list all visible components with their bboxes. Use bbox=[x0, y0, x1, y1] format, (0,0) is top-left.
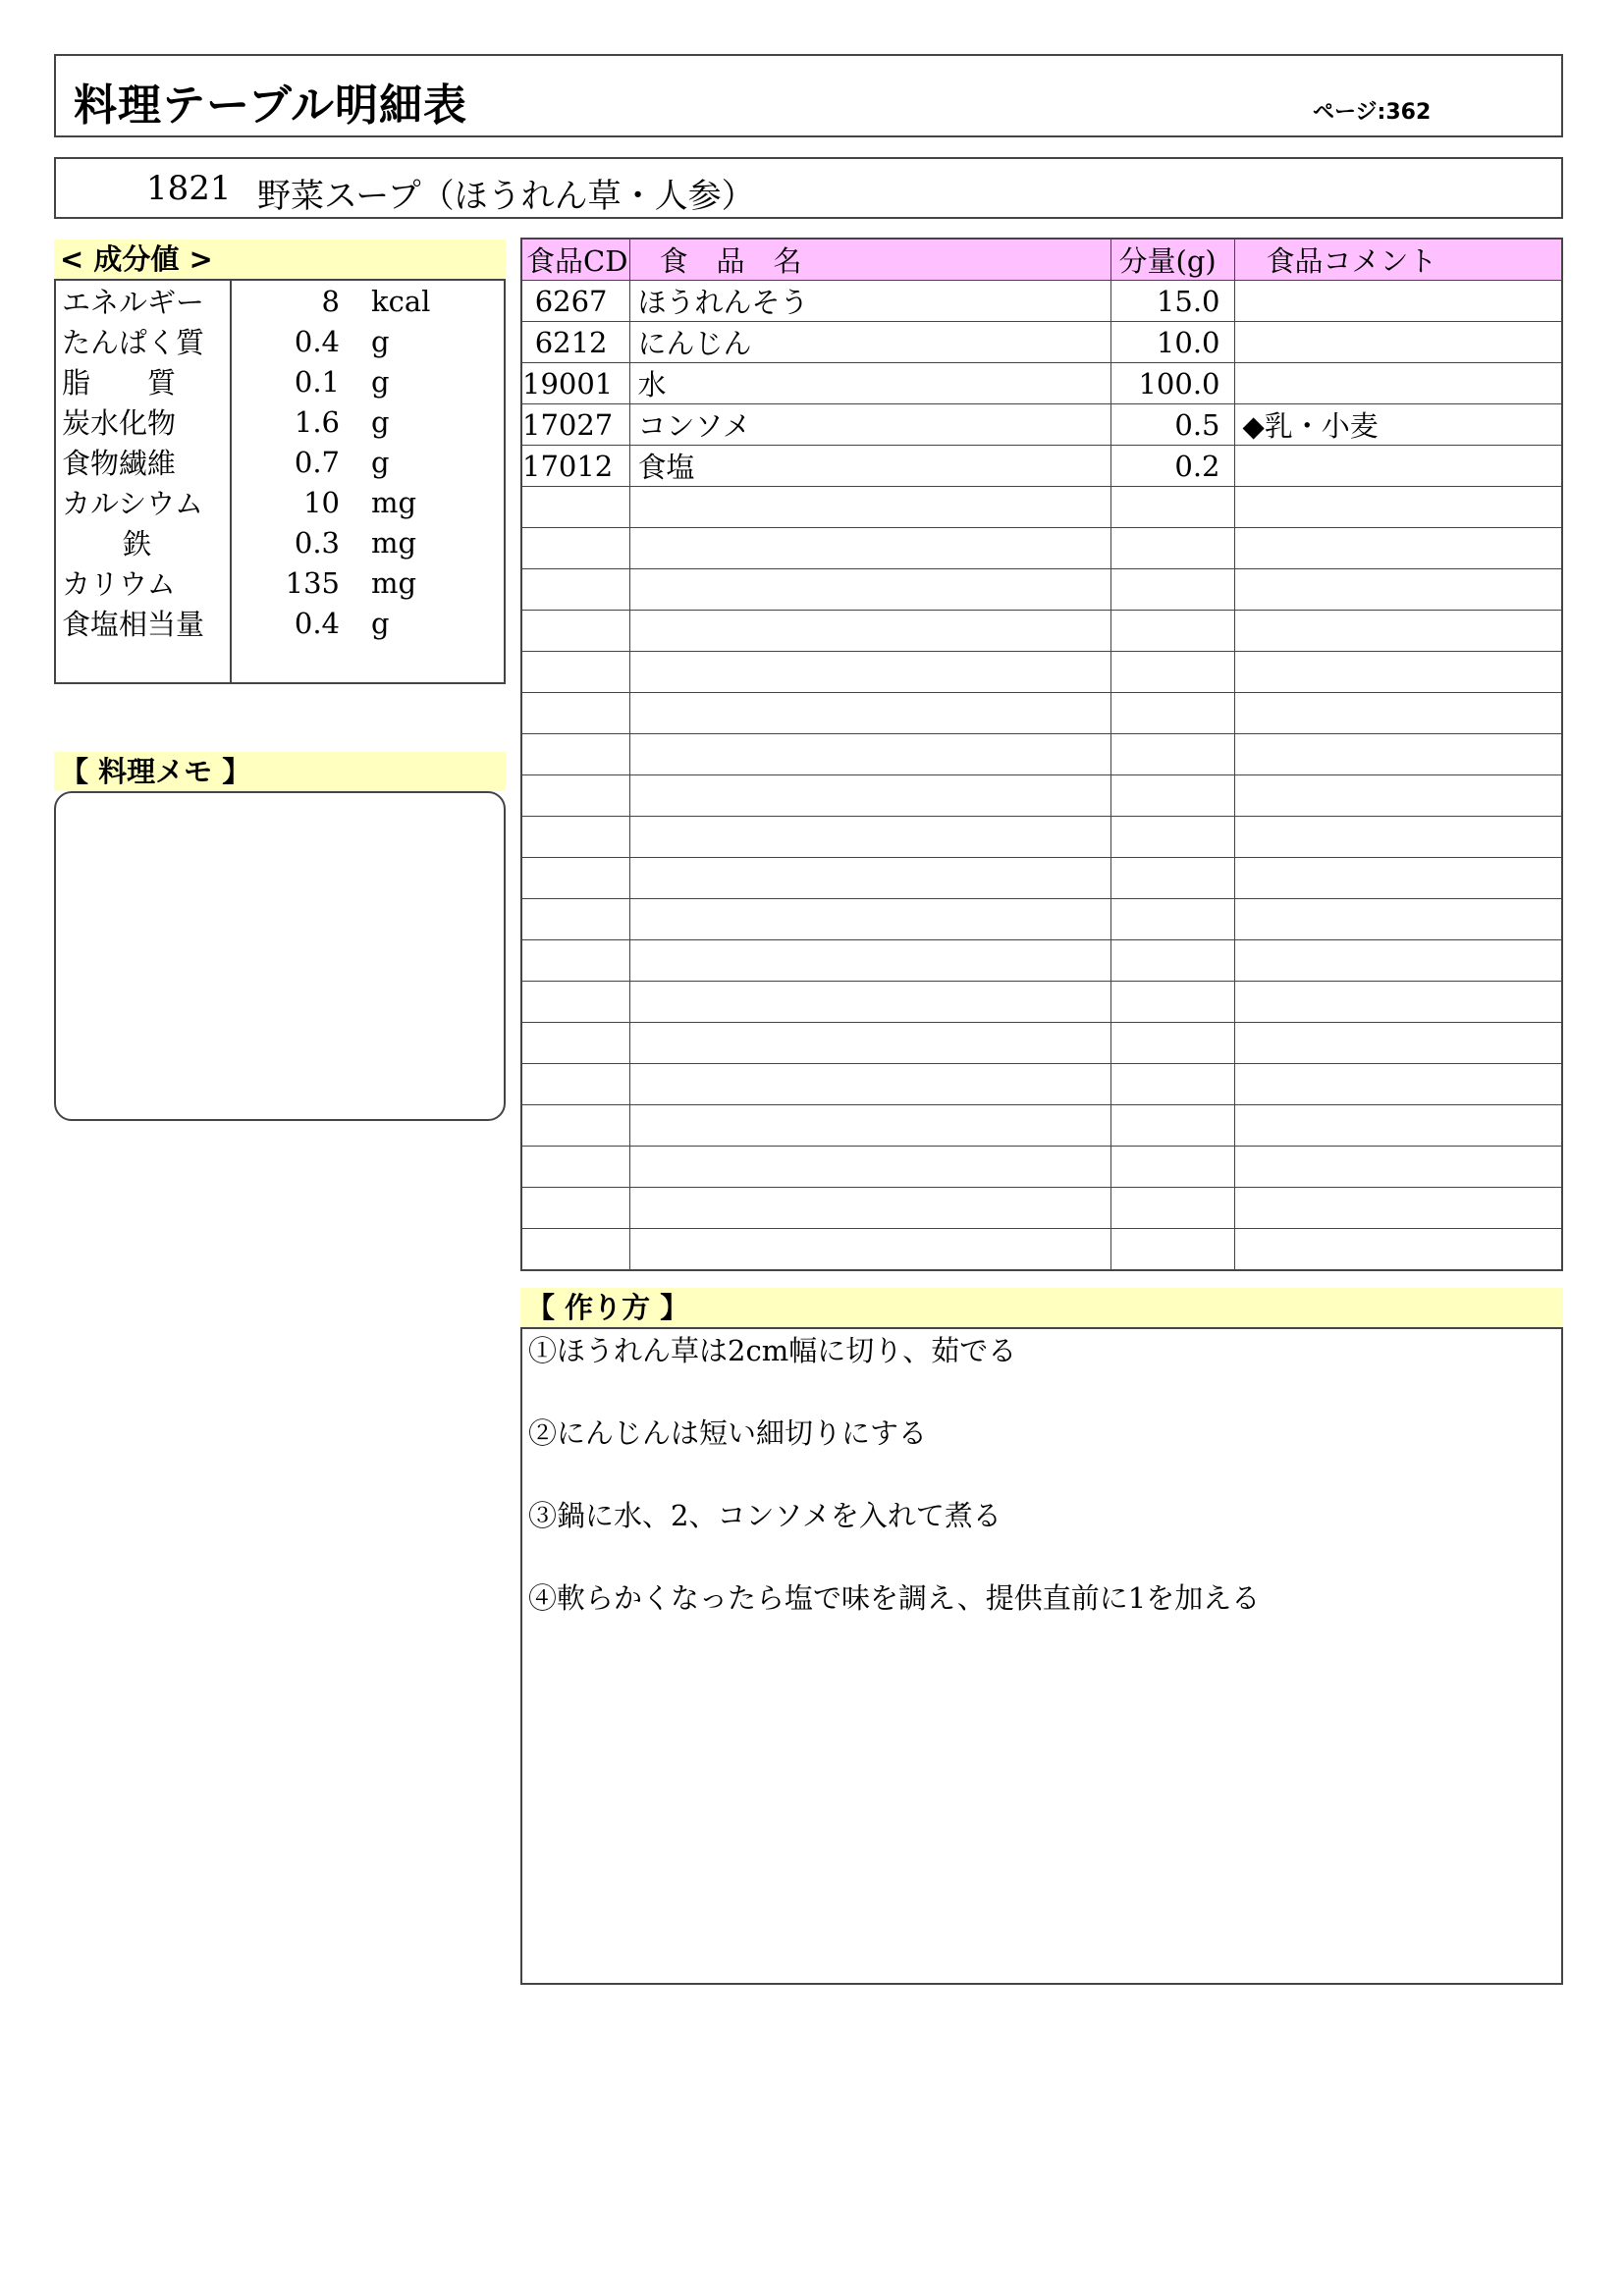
ingredients-table bbox=[520, 238, 1563, 1271]
nutrient-value: 0.7 bbox=[294, 445, 340, 479]
food-name-cell: 水 bbox=[629, 363, 1110, 404]
food-code-cell bbox=[521, 1147, 629, 1188]
nutrient-value: 0.4 bbox=[294, 324, 340, 358]
food-comment-cell bbox=[1234, 1229, 1562, 1271]
food-comment-cell bbox=[1234, 322, 1562, 363]
amount-cell bbox=[1110, 569, 1234, 611]
amount-cell: 15.0 bbox=[1110, 281, 1234, 322]
nutrient-unit: mg bbox=[371, 485, 417, 519]
nutrient-value: 10 bbox=[303, 485, 340, 519]
food-comment-cell bbox=[1234, 487, 1562, 528]
nutrient-label: 鉄 bbox=[55, 522, 231, 562]
nutrient-unit: kcal bbox=[371, 284, 431, 318]
amount-cell bbox=[1110, 734, 1234, 775]
food-name-cell bbox=[629, 693, 1110, 734]
amount-cell bbox=[1110, 1023, 1234, 1064]
food-comment-cell bbox=[1234, 569, 1562, 611]
food-code-cell bbox=[521, 1105, 629, 1147]
nutrition-table bbox=[54, 279, 506, 684]
step-item: ②にんじんは短い細切りにする bbox=[528, 1416, 928, 1450]
nutrient-unit: g bbox=[371, 324, 390, 358]
food-code-cell: 6267 bbox=[521, 281, 629, 322]
nutrition-row bbox=[55, 603, 505, 643]
food-comment-cell bbox=[1234, 982, 1562, 1023]
header-amount: 分量(g) bbox=[1110, 239, 1234, 281]
food-comment-cell bbox=[1234, 1105, 1562, 1147]
food-code-cell bbox=[521, 858, 629, 899]
amount-cell bbox=[1110, 982, 1234, 1023]
nutrient-label: カルシウム bbox=[55, 482, 231, 522]
amount-cell bbox=[1110, 1188, 1234, 1229]
food-comment-cell bbox=[1234, 446, 1562, 487]
nutrient-unit: g bbox=[371, 364, 390, 399]
page-number: ページ:362 bbox=[1313, 100, 1432, 125]
food-code-cell: 19001 bbox=[521, 363, 629, 404]
food-name-cell bbox=[629, 1188, 1110, 1229]
nutrition-spacer-row bbox=[55, 643, 505, 683]
steps-heading: 【 作り方 】 bbox=[520, 1288, 1563, 1327]
empty-ingredient-row bbox=[521, 858, 1562, 899]
food-comment-cell bbox=[1234, 1064, 1562, 1105]
food-name-cell: 食塩 bbox=[629, 446, 1110, 487]
food-code-cell bbox=[521, 899, 629, 940]
food-comment-cell bbox=[1234, 858, 1562, 899]
amount-cell bbox=[1110, 528, 1234, 569]
food-comment-cell bbox=[1234, 1147, 1562, 1188]
nutrient-value: 135 bbox=[285, 565, 340, 600]
empty-ingredient-row bbox=[521, 1188, 1562, 1229]
nutrition-row bbox=[55, 321, 505, 361]
food-name-cell bbox=[629, 569, 1110, 611]
food-name-cell: コンソメ bbox=[629, 404, 1110, 446]
empty-ingredient-row bbox=[521, 487, 1562, 528]
amount-cell bbox=[1110, 858, 1234, 899]
amount-cell bbox=[1110, 611, 1234, 652]
empty-ingredient-row bbox=[521, 611, 1562, 652]
empty-ingredient-row bbox=[521, 569, 1562, 611]
empty-ingredient-row bbox=[521, 1147, 1562, 1188]
header-food-code: 食品CD bbox=[521, 239, 629, 281]
recipe-title-bar bbox=[54, 157, 1563, 219]
food-comment-cell bbox=[1234, 734, 1562, 775]
food-code-cell bbox=[521, 1064, 629, 1105]
nutrient-value: 1.6 bbox=[294, 404, 340, 439]
steps-area bbox=[520, 1327, 1563, 1985]
food-name-cell bbox=[629, 858, 1110, 899]
nutrient-label: 脂 質 bbox=[55, 361, 231, 401]
ingredient-row bbox=[521, 446, 1562, 487]
food-name-cell bbox=[629, 1147, 1110, 1188]
document-title: 料理テーブル明細表 bbox=[74, 80, 468, 131]
food-name-cell bbox=[629, 611, 1110, 652]
food-comment-cell bbox=[1234, 817, 1562, 858]
ingredient-row bbox=[521, 363, 1562, 404]
nutrient-unit: mg bbox=[371, 525, 417, 560]
amount-cell bbox=[1110, 487, 1234, 528]
header-food-comment: 食品コメント bbox=[1234, 239, 1562, 281]
memo-area bbox=[54, 791, 506, 1121]
step-item: ④軟らかくなったら塩で味を調え、提供直前に1を加える bbox=[528, 1581, 1261, 1615]
food-comment-cell bbox=[1234, 528, 1562, 569]
food-comment-cell bbox=[1234, 1188, 1562, 1229]
amount-cell bbox=[1110, 652, 1234, 693]
step-item: ①ほうれん草は2cm幅に切り、茹でる bbox=[528, 1334, 1017, 1367]
food-name-cell bbox=[629, 1105, 1110, 1147]
empty-ingredient-row bbox=[521, 693, 1562, 734]
nutrient-label: エネルギー bbox=[55, 280, 231, 321]
empty-ingredient-row bbox=[521, 940, 1562, 982]
food-code-cell bbox=[521, 940, 629, 982]
food-name-cell bbox=[629, 940, 1110, 982]
food-comment-cell bbox=[1234, 940, 1562, 982]
food-name-cell bbox=[629, 775, 1110, 817]
empty-ingredient-row bbox=[521, 528, 1562, 569]
food-code-cell bbox=[521, 1188, 629, 1229]
nutrition-row bbox=[55, 522, 505, 562]
empty-ingredient-row bbox=[521, 652, 1562, 693]
amount-cell bbox=[1110, 1105, 1234, 1147]
amount-cell bbox=[1110, 1147, 1234, 1188]
food-code-cell bbox=[521, 1229, 629, 1271]
empty-cell bbox=[350, 643, 505, 683]
report-header bbox=[54, 54, 1563, 137]
food-name-cell: にんじん bbox=[629, 322, 1110, 363]
ingredients-header-row bbox=[521, 239, 1562, 281]
nutrition-row bbox=[55, 280, 505, 321]
nutrient-label: 食塩相当量 bbox=[55, 603, 231, 643]
nutrient-value: 8 bbox=[321, 284, 340, 318]
nutrient-label: カリウム bbox=[55, 562, 231, 603]
food-code-cell: 17012 bbox=[521, 446, 629, 487]
recipe-name: 野菜スープ（ほうれん草・人参） bbox=[257, 177, 755, 216]
nutrition-row bbox=[55, 482, 505, 522]
ingredient-row bbox=[521, 322, 1562, 363]
food-comment-cell bbox=[1234, 652, 1562, 693]
nutrient-value: 0.4 bbox=[294, 606, 340, 640]
empty-cell bbox=[231, 643, 350, 683]
food-comment-cell: ◆乳・小麦 bbox=[1234, 404, 1562, 446]
empty-cell bbox=[55, 643, 231, 683]
food-code-cell bbox=[521, 817, 629, 858]
header-food-name: 食 品 名 bbox=[629, 239, 1110, 281]
food-code-cell bbox=[521, 734, 629, 775]
food-comment-cell bbox=[1234, 693, 1562, 734]
food-code-cell bbox=[521, 528, 629, 569]
food-code-cell: 17027 bbox=[521, 404, 629, 446]
food-name-cell bbox=[629, 528, 1110, 569]
empty-ingredient-row bbox=[521, 817, 1562, 858]
food-name-cell bbox=[629, 1023, 1110, 1064]
nutrient-label: たんぱく質 bbox=[55, 321, 231, 361]
food-code-cell bbox=[521, 652, 629, 693]
nutrient-unit: g bbox=[371, 445, 390, 479]
nutrient-label: 食物繊維 bbox=[55, 442, 231, 482]
food-name-cell bbox=[629, 982, 1110, 1023]
nutrient-label: 炭水化物 bbox=[55, 401, 231, 442]
amount-cell bbox=[1110, 899, 1234, 940]
amount-cell bbox=[1110, 817, 1234, 858]
empty-ingredient-row bbox=[521, 982, 1562, 1023]
nutrition-row bbox=[55, 401, 505, 442]
food-code-cell bbox=[521, 487, 629, 528]
food-name-cell bbox=[629, 487, 1110, 528]
amount-cell bbox=[1110, 775, 1234, 817]
food-name-cell: ほうれんそう bbox=[629, 281, 1110, 322]
empty-ingredient-row bbox=[521, 734, 1562, 775]
food-name-cell bbox=[629, 1064, 1110, 1105]
food-comment-cell bbox=[1234, 281, 1562, 322]
food-code-cell bbox=[521, 569, 629, 611]
empty-ingredient-row bbox=[521, 899, 1562, 940]
food-name-cell bbox=[629, 652, 1110, 693]
nutrition-heading: < 成分値 > bbox=[54, 240, 506, 279]
nutrition-row bbox=[55, 442, 505, 482]
food-comment-cell bbox=[1234, 775, 1562, 817]
food-code-cell bbox=[521, 775, 629, 817]
nutrition-row bbox=[55, 562, 505, 603]
empty-ingredient-row bbox=[521, 1064, 1562, 1105]
empty-ingredient-row bbox=[521, 1023, 1562, 1064]
recipe-code: 1821 bbox=[146, 169, 232, 208]
food-name-cell bbox=[629, 817, 1110, 858]
food-code-cell bbox=[521, 1023, 629, 1064]
food-comment-cell bbox=[1234, 611, 1562, 652]
food-comment-cell bbox=[1234, 363, 1562, 404]
memo-heading: 【 料理メモ 】 bbox=[54, 752, 506, 791]
ingredient-row bbox=[521, 281, 1562, 322]
nutrient-unit: mg bbox=[371, 565, 417, 600]
food-code-cell bbox=[521, 611, 629, 652]
nutrient-unit: g bbox=[371, 404, 390, 439]
amount-cell: 10.0 bbox=[1110, 322, 1234, 363]
amount-cell: 100.0 bbox=[1110, 363, 1234, 404]
ingredient-row bbox=[521, 404, 1562, 446]
nutrient-value: 0.1 bbox=[294, 364, 340, 399]
empty-ingredient-row bbox=[521, 1105, 1562, 1147]
empty-ingredient-row bbox=[521, 1229, 1562, 1271]
food-code-cell bbox=[521, 693, 629, 734]
amount-cell: 0.2 bbox=[1110, 446, 1234, 487]
food-code-cell bbox=[521, 982, 629, 1023]
nutrition-row bbox=[55, 361, 505, 401]
amount-cell: 0.5 bbox=[1110, 404, 1234, 446]
food-name-cell bbox=[629, 899, 1110, 940]
amount-cell bbox=[1110, 693, 1234, 734]
empty-ingredient-row bbox=[521, 775, 1562, 817]
food-name-cell bbox=[629, 1229, 1110, 1271]
food-comment-cell bbox=[1234, 899, 1562, 940]
amount-cell bbox=[1110, 1064, 1234, 1105]
amount-cell bbox=[1110, 1229, 1234, 1271]
amount-cell bbox=[1110, 940, 1234, 982]
nutrient-value: 0.3 bbox=[294, 525, 340, 560]
food-comment-cell bbox=[1234, 1023, 1562, 1064]
step-item: ③鍋に水、2、コンソメを入れて煮る bbox=[528, 1499, 1001, 1532]
food-name-cell bbox=[629, 734, 1110, 775]
food-code-cell: 6212 bbox=[521, 322, 629, 363]
nutrient-unit: g bbox=[371, 606, 390, 640]
